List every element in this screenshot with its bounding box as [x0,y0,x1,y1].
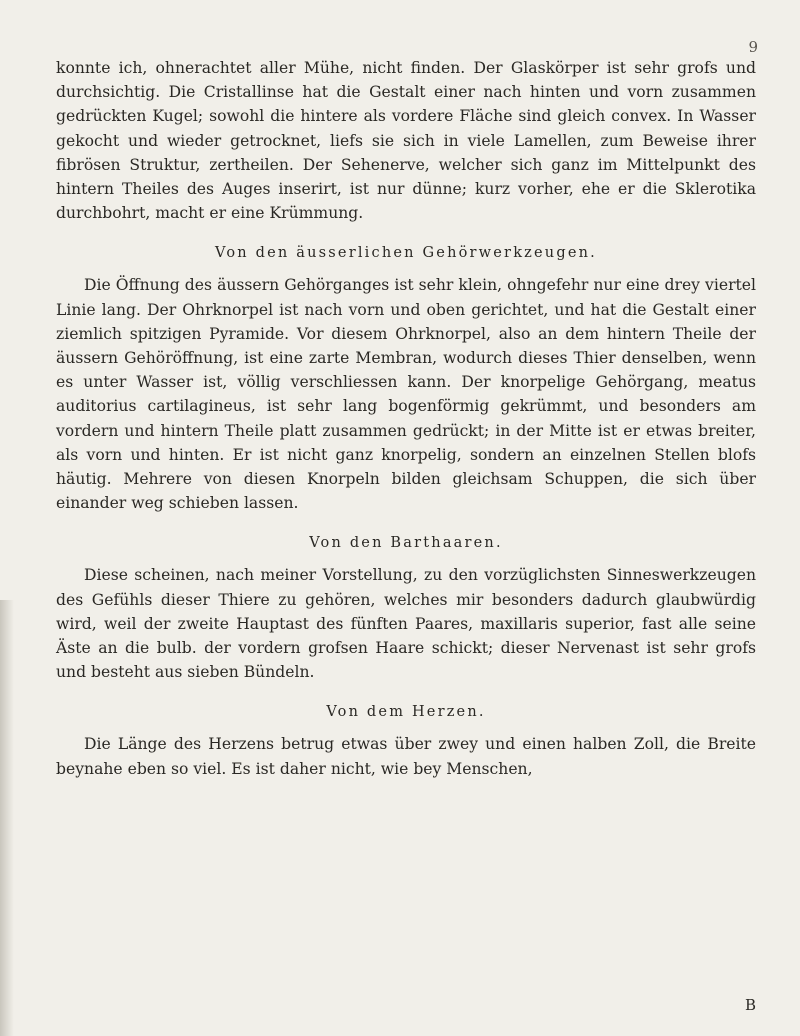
section-heading-ear: Von den äusserlichen Gehörwerkzeugen. [215,245,597,262]
paragraph-heart: Die Länge des Herzens betrug etwas über zwey und einen halben Zoll, die Breite beynahe eben so viel. Es ist daher nicht, wie bey Menschen, [56,735,756,778]
paragraph-eye-continuation: konnte ich, ohnerachtet aller Mühe, nicht finden. Der Glaskörper ist sehr grofs und durchsichtig. Die Cristallinse hat die Gestalt einer nach hinten und vorn zusammen gedrückten Kugel; sowohl die hintere als vordere Fläche sind gleich convex. In Wasser gekocht und wieder getrocknet, liefs sie sich in viele Lamellen, zum Beweise ihrer fibrösen Struktur, zertheilen. Der Sehenerve, welcher sich ganz im Mittelpunkt des hintern Theiles des Auges inserirt, ist nur dünne; kurz vorher, ehe er die Sklerotika durchbohrt, macht er eine Krümmung. [56,59,756,223]
binding-shadow [0,600,14,1036]
page-number: 9 [748,38,758,56]
signature-mark: B [744,996,756,1014]
paragraph-whiskers: Diese scheinen, nach meiner Vorstellung, zu den vorzüglichsten Sinneswerkzeugen des Gefühls dieser Thiere zu gehören, welches mir besonders dadurch glaubwürdig wird, weil der zweite Hauptast des fünften Paares, maxillaris superior, fast alle seine Äste an die bulb. der vordern grofsen Haare schickt; dieser Nervenast ist sehr grofs und besteht aus sieben Bündeln. [56,566,756,682]
section-heading-heart: Von dem Herzen. [326,704,486,721]
page-content [56,56,756,781]
paragraph-ear: Die Öffnung des äussern Gehörganges ist sehr klein, ohngefehr nur eine drey viertel Linie lang. Der Ohrknorpel ist nach vorn und oben gerichtet, und hat die Gestalt einer ziemlich spitzigen Pyramide. Vor diesem Ohrknorpel, also an dem hintern Theile der äussern Gehöröffnung, ist eine zarte Membran, wodurch dieses Thier denselben, wenn es unter Wasser ist, völlig verschliessen kann. Der knorpelige Gehörgang, meatus auditorius cartilagineus, ist sehr lang bogenförmig gekrümmt, und besonders am vordern und hintern Theile platt zusammen gedrückt; in der Mitte ist er etwas breiter, als vorn und hinten. Er ist nicht ganz knorpelig, sondern an einzelnen Stellen blofs häutig. Mehrere von diesen Knorpeln bilden gleichsam Schuppen, die sich über einander weg schieben lassen. [56,276,756,513]
section-heading-whiskers: Von den Barthaaren. [309,535,503,552]
